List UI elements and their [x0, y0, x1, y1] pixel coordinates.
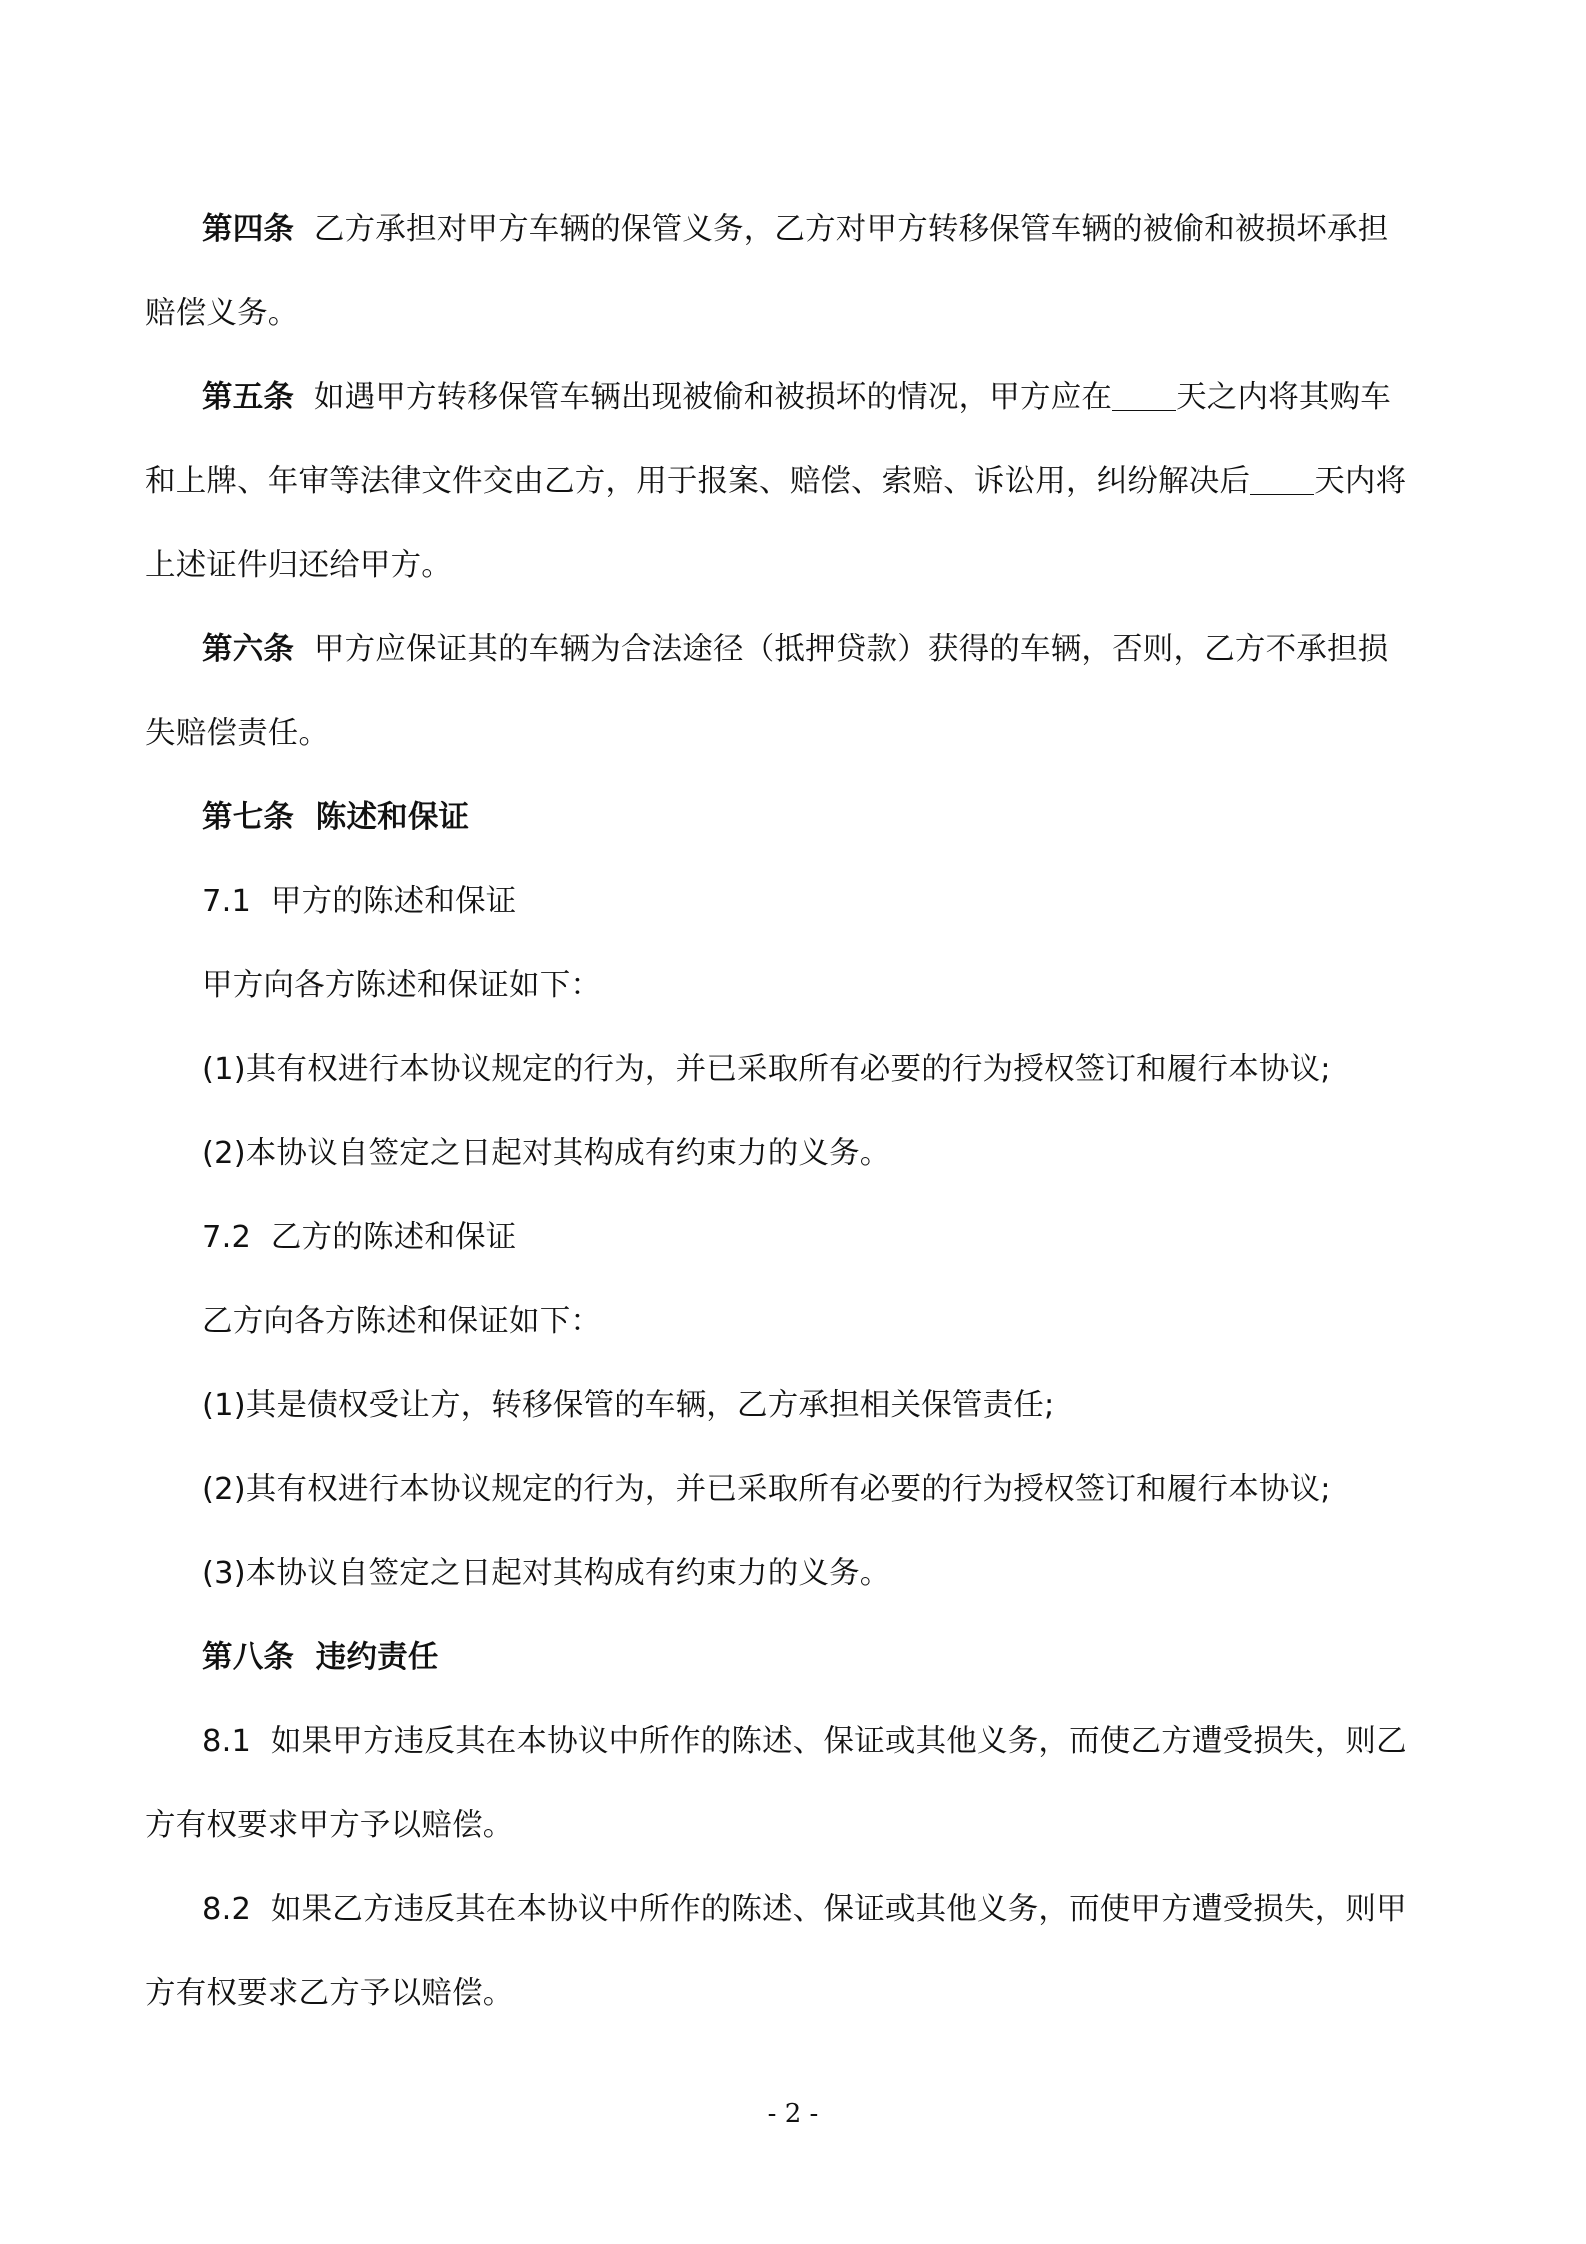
section-8-2-number: 8.2 [202, 1892, 252, 1927]
article-6-line-1 [202, 628, 1388, 672]
section-7-2-item-3: (3)本协议自签定之日起对其构成有约束力的义务。 [202, 1556, 891, 1591]
article-7-title: 陈述和保证 [315, 800, 470, 835]
section-8-1-line-1 [202, 1720, 1407, 1764]
page-number: - 2 - [767, 2099, 819, 2129]
article-8-title: 违约责任 [315, 1640, 439, 1675]
section-7-1-number: 7.1 [202, 884, 252, 919]
section-7-1-item-1: (1)其有权进行本协议规定的行为，并已采取所有必要的行为授权签订和履行本协议; [202, 1052, 1331, 1087]
section-7-2-title: 乙方的陈述和保证 [270, 1220, 517, 1255]
section-8-1-number: 8.1 [202, 1724, 252, 1759]
days-blank-2 [1250, 462, 1314, 495]
article-7-number: 第七条 [202, 800, 295, 835]
article-8-heading [202, 1636, 439, 1680]
section-7-2-intro: 乙方向各方陈述和保证如下： [202, 1304, 602, 1339]
article-4-line-1 [202, 208, 1388, 252]
article-5-line-2 [145, 460, 1406, 504]
article-5-heading: 第五条 [202, 380, 295, 415]
article-7-heading [202, 796, 469, 840]
section-7-1-heading [202, 880, 517, 924]
section-7-1-item-2: (2)本协议自签定之日起对其构成有约束力的义务。 [202, 1136, 891, 1171]
section-8-2-text: 如果乙方违反其在本协议中所作的陈述、保证或其他义务，而使甲方遭受损失，则甲 [270, 1892, 1407, 1927]
section-8-1-text: 如果甲方违反其在本协议中所作的陈述、保证或其他义务，而使乙方遭受损失，则乙 [270, 1724, 1407, 1759]
article-4-text: 乙方承担对甲方车辆的保管义务，乙方对甲方转移保管车辆的被偷和被损坏承担 [313, 212, 1389, 247]
article-6-line-2: 失赔偿责任。 [145, 716, 330, 751]
article-5-text-b: 天之内将其购车 [1176, 380, 1392, 415]
article-6-text: 甲方应保证其的车辆为合法途径（抵押贷款）获得的车辆，否则，乙方不承担损 [313, 632, 1389, 667]
article-5-line-2-b: 天内将 [1314, 464, 1407, 499]
article-5-line-3: 上述证件归还给甲方。 [145, 548, 452, 583]
section-8-1-line-2: 方有权要求甲方予以赔偿。 [145, 1808, 514, 1843]
article-4-heading: 第四条 [202, 212, 295, 247]
article-8-number: 第八条 [202, 1640, 295, 1675]
section-7-2-number: 7.2 [202, 1220, 252, 1255]
article-6-heading: 第六条 [202, 632, 295, 667]
article-5-text-a: 如遇甲方转移保管车辆出现被偷和被损坏的情况，甲方应在 [313, 380, 1113, 415]
section-8-2-line-1 [202, 1888, 1407, 1932]
article-4-line-2: 赔偿义务。 [145, 296, 299, 331]
article-5-line-1 [202, 376, 1391, 420]
article-5-line-2-a: 和上牌、年审等法律文件交由乙方，用于报案、赔偿、索赔、诉讼用，纠纷解决后 [145, 464, 1251, 499]
section-7-1-intro: 甲方向各方陈述和保证如下： [202, 968, 602, 1003]
section-7-1-title: 甲方的陈述和保证 [270, 884, 517, 919]
section-7-2-heading [202, 1216, 517, 1260]
section-7-2-item-1: (1)其是债权受让方，转移保管的车辆，乙方承担相关保管责任; [202, 1388, 1055, 1423]
section-7-2-item-2: (2)其有权进行本协议规定的行为，并已采取所有必要的行为授权签订和履行本协议; [202, 1472, 1331, 1507]
days-blank-1 [1112, 378, 1176, 411]
section-8-2-line-2: 方有权要求乙方予以赔偿。 [145, 1976, 514, 2011]
